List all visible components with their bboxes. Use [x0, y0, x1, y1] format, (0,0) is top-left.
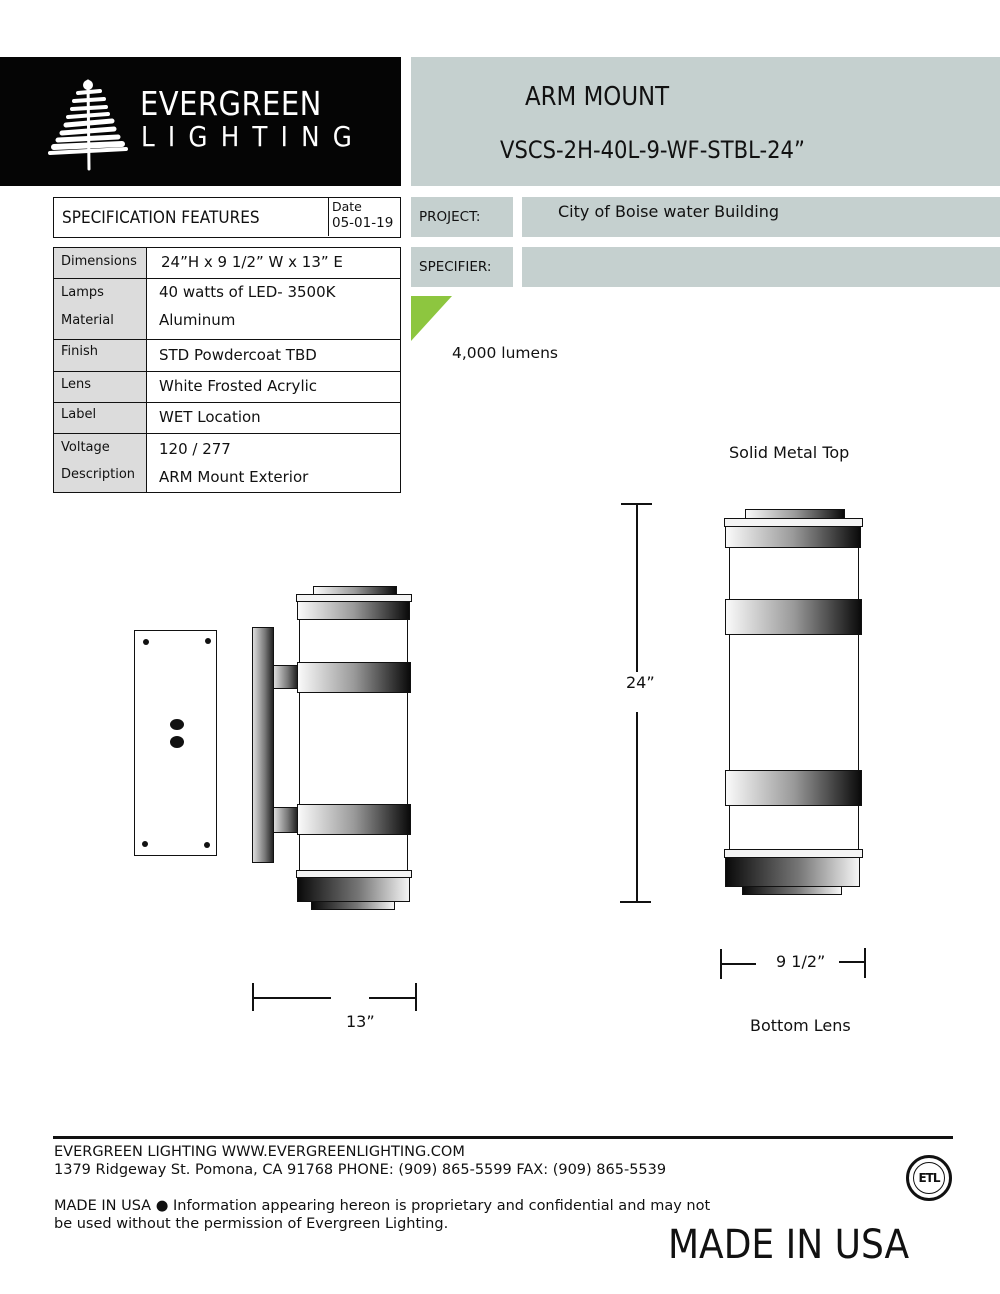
product-title-panel	[411, 57, 1000, 186]
table-row	[54, 248, 401, 279]
specifier-field[interactable]	[522, 247, 1000, 287]
width-dim-label: 9 1/2”	[776, 952, 826, 971]
evergreen-tree-icon	[48, 77, 130, 173]
footer-address-line: 1379 Ridgeway St. Pomona, CA 91768 PHONE: (909) 865-5599 FAX: (909) 865-5539	[54, 1162, 667, 1178]
footer-divider	[53, 1136, 953, 1139]
spec-value: STD Powdercoat TBD	[147, 340, 401, 372]
spec-table	[53, 247, 401, 493]
spec-key: Lamps Material	[54, 279, 147, 340]
project-field[interactable]: City of Boise water Building	[522, 197, 1000, 237]
spec-key: Finish	[54, 340, 147, 372]
extension-dim-label: 13”	[346, 1012, 375, 1031]
model-number: VSCS-2H-40L-9-WF-STBL-24”	[500, 136, 805, 164]
top-caption: Solid Metal Top	[729, 443, 850, 462]
table-row	[54, 340, 401, 372]
screw-hole	[204, 842, 210, 848]
table-row	[54, 372, 401, 403]
spec-value: White Frosted Acrylic	[147, 372, 401, 403]
date-label: Date	[332, 199, 362, 214]
brand-name-line2: LIGHTING	[141, 120, 366, 153]
screw-hole	[205, 638, 211, 644]
bottom-caption: Bottom Lens	[750, 1016, 851, 1035]
height-dim-label: 24”	[626, 673, 655, 692]
spec-value: 24”H x 9 1/2” W x 13” E	[147, 248, 401, 279]
spec-title: SPECIFICATION FEATURES	[62, 208, 260, 228]
footer-disclaimer-line2: be used without the permission of Evergreen Lighting.	[54, 1216, 449, 1232]
spec-value: WET Location	[147, 403, 401, 434]
wire-hole	[170, 719, 184, 730]
table-row	[54, 279, 401, 340]
table-row	[54, 434, 401, 493]
screw-hole	[142, 841, 148, 847]
mounting-plate	[134, 630, 217, 856]
footer-disclaimer-line1: MADE IN USA ● Information appearing hereon is proprietary and confidential and may not	[54, 1198, 711, 1214]
lumens-output: 4,000 lumens	[452, 344, 558, 362]
spec-value: 40 watts of LED- 3500K Aluminum	[147, 279, 401, 340]
footer-company-line: EVERGREEN LIGHTING WWW.EVERGREENLIGHTING.COM	[54, 1144, 465, 1160]
etl-listed-icon: ETL	[906, 1155, 952, 1201]
spec-key: Dimensions	[54, 248, 147, 279]
brand-name-line1: EVERGREEN	[140, 84, 322, 123]
made-in-usa-banner: MADE IN USA	[668, 1222, 910, 1268]
spec-value: 120 / 277 ARM Mount Exterior	[147, 434, 401, 493]
product-type: ARM MOUNT	[525, 82, 670, 112]
spec-header	[53, 197, 401, 238]
spec-key: Voltage Description	[54, 434, 147, 493]
table-row	[54, 403, 401, 434]
screw-hole	[143, 639, 149, 645]
spec-key: Lens	[54, 372, 147, 403]
specifier-label: SPECIFIER:	[411, 247, 513, 287]
spec-key: Label	[54, 403, 147, 434]
date-cell	[328, 198, 400, 236]
wire-hole	[170, 736, 184, 748]
green-accent-triangle	[411, 296, 452, 341]
project-label: PROJECT:	[411, 197, 513, 237]
date-value: 05-01-19	[332, 215, 394, 231]
